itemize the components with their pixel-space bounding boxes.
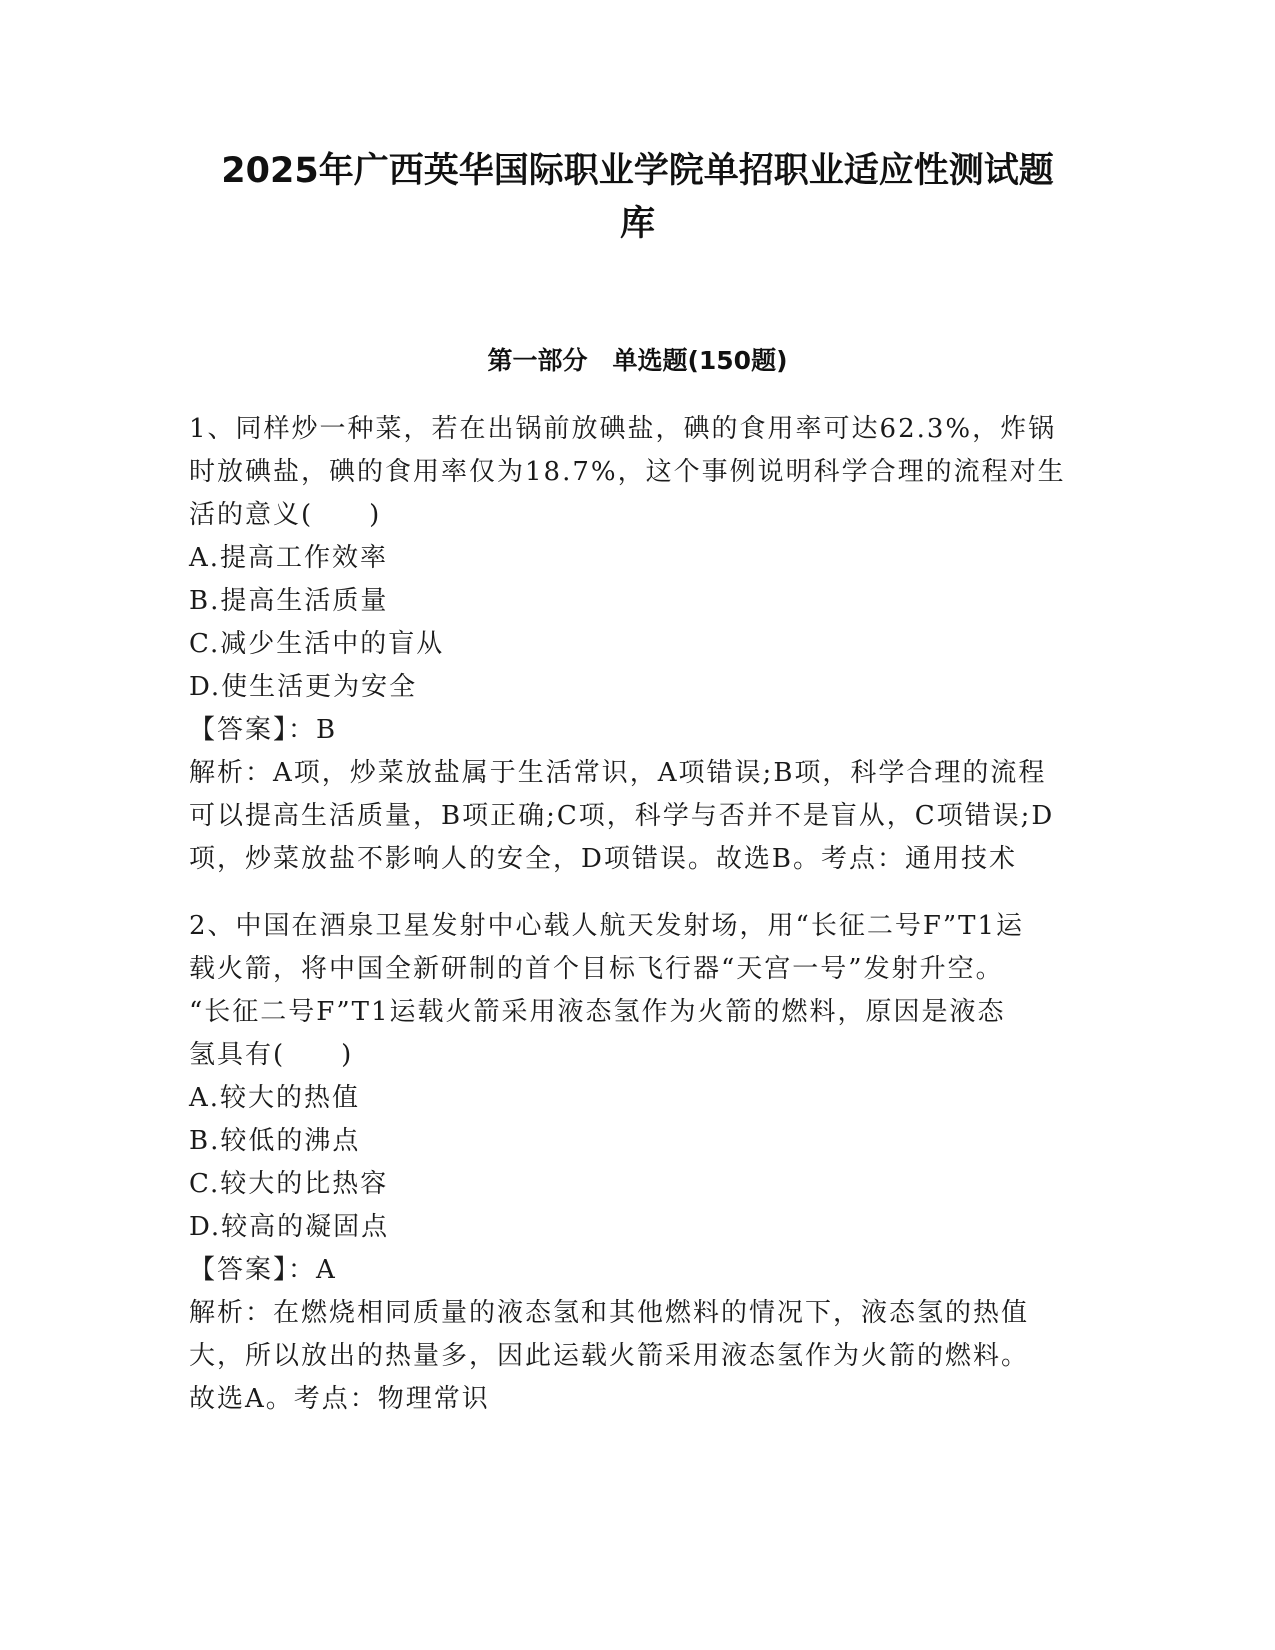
answer-option: B.提高生活质量 — [189, 586, 389, 616]
answer-option: A.较大的热值 — [189, 1083, 361, 1113]
answer-option: D.较高的凝固点 — [189, 1212, 390, 1242]
answer-option: B.较低的沸点 — [189, 1126, 361, 1156]
explanation-line: 可以提高生活质量，B项正确;C项，科学与否并不是盲从，C项错误;D — [189, 801, 1055, 831]
question-block — [189, 905, 1089, 1421]
answer-option: D.使生活更为安全 — [189, 672, 418, 702]
explanation-line: 故选A。考点：物理常识 — [189, 1384, 490, 1414]
explanation-line: 解析：在燃烧相同质量的液态氢和其他燃料的情况下，液态氢的热值 — [189, 1298, 1030, 1328]
question-stem-line: 载火箭，将中国全新研制的首个目标飞行器“天宫一号”发射升空。 — [189, 954, 1004, 984]
answer-key: 【答案】：A — [189, 1255, 337, 1285]
question-stem-line: 2、中国在酒泉卫星发射中心载人航天发射场，用“长征二号F”T1运 — [189, 911, 1025, 941]
answer-option: A.提高工作效率 — [189, 543, 389, 573]
explanation-line: 项，炒菜放盐不影响人的安全，D项错误。故选B。考点：通用技术 — [189, 844, 1017, 874]
question-stem-line: 1、同样炒一种菜，若在出锅前放碘盐，碘的食用率可达62.3%，炸锅 — [189, 414, 1057, 444]
question-stem-line: 时放碘盐，碘的食用率仅为18.7%，这个事例说明科学合理的流程对生 — [189, 457, 1066, 487]
question-stem-line: 活的意义( ) — [189, 500, 382, 530]
question-stem-line: 氢具有( ) — [189, 1040, 354, 1070]
title-line: 2025年广西英华国际职业学院单招职业适应性测试题 — [221, 151, 1054, 191]
document-title — [180, 145, 1095, 251]
answer-option: C.较大的比热容 — [189, 1169, 389, 1199]
explanation-line: 大，所以放出的热量多，因此运载火箭采用液态氢作为火箭的燃料。 — [189, 1341, 1030, 1371]
answer-key: 【答案】：B — [189, 715, 338, 745]
explanation-line: 解析：A项，炒菜放盐属于生活常识，A项错误;B项，科学合理的流程 — [189, 758, 1047, 788]
title-line: 库 — [619, 204, 655, 244]
question-stem-line: “长征二号F”T1运载火箭采用液态氢作为火箭的燃料，原因是液态 — [189, 997, 1006, 1027]
question-block — [189, 408, 1089, 881]
section-heading: 第一部分 单选题(150题) — [487, 346, 788, 375]
answer-option: C.减少生活中的盲从 — [189, 629, 445, 659]
